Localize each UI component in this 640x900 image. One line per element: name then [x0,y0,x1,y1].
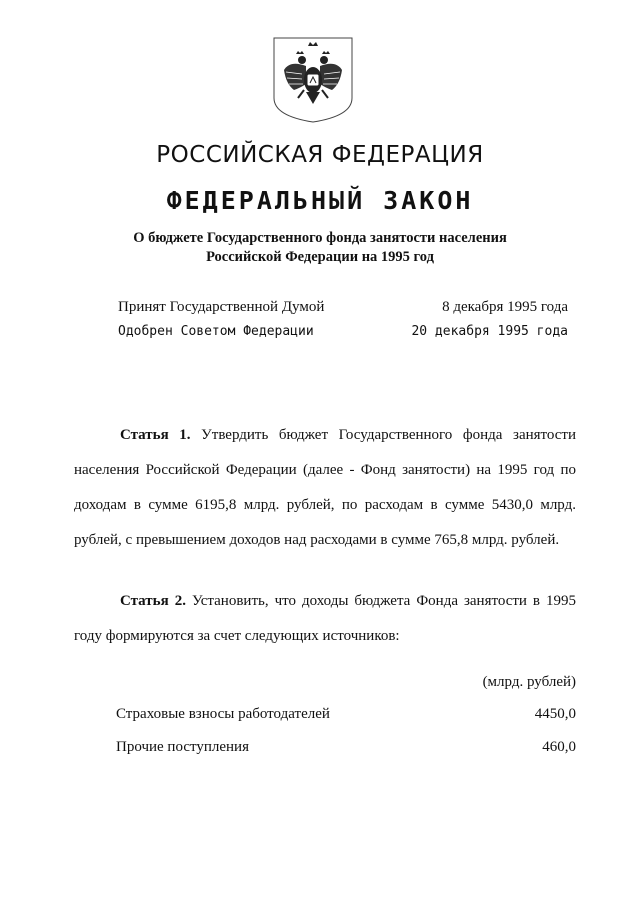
state-emblem [272,36,354,124]
country-heading: РОССИЙСКАЯ ФЕДЕРАЦИЯ [156,142,484,168]
law-subject-line: Российской Федерации на 1995 год [206,249,434,265]
adoption-date: 8 декабря 1995 года [442,299,568,315]
article-text: Установить, что доходы бюджета Фонда занятости в 1995 году формируются за счет следующих источников: [74,593,576,644]
article-2 [74,584,576,654]
source-value: 460,0 [542,739,576,755]
article-title: Статья 1. [120,427,191,443]
table-unit-label: (млрд. рублей) [482,674,576,690]
article-1 [74,418,576,558]
source-name: Прочие поступления [116,739,249,755]
adoption-date: 20 декабря 1995 года [411,324,568,339]
document-type-heading: ФЕДЕРАЛЬНЫЙ ЗАКОН [166,186,474,215]
article-title: Статья 2. [120,593,186,609]
adoption-label: Одобрен Советом Федерации [118,324,314,339]
adoption-label: Принят Государственной Думой [118,299,325,315]
source-value: 4450,0 [534,706,576,722]
double-headed-eagle-icon [272,36,354,124]
article-text: Утвердить бюджет Государственного фонда занятости населения Российской Федерации (далее - Фонд занятости) на 1995 год по доходам в сумме 6195,8 млрд. рублей, по расходам в сумме 5430,0 млрд. рублей, с превышением доходов над расходами в сумме 765,8 млрд. рублей. [74,427,576,548]
law-subject-title [0,229,640,267]
source-name: Страховые взносы работодателей [116,706,330,722]
law-subject-line: О бюджете Государственного фонда занятости населения [133,230,507,246]
